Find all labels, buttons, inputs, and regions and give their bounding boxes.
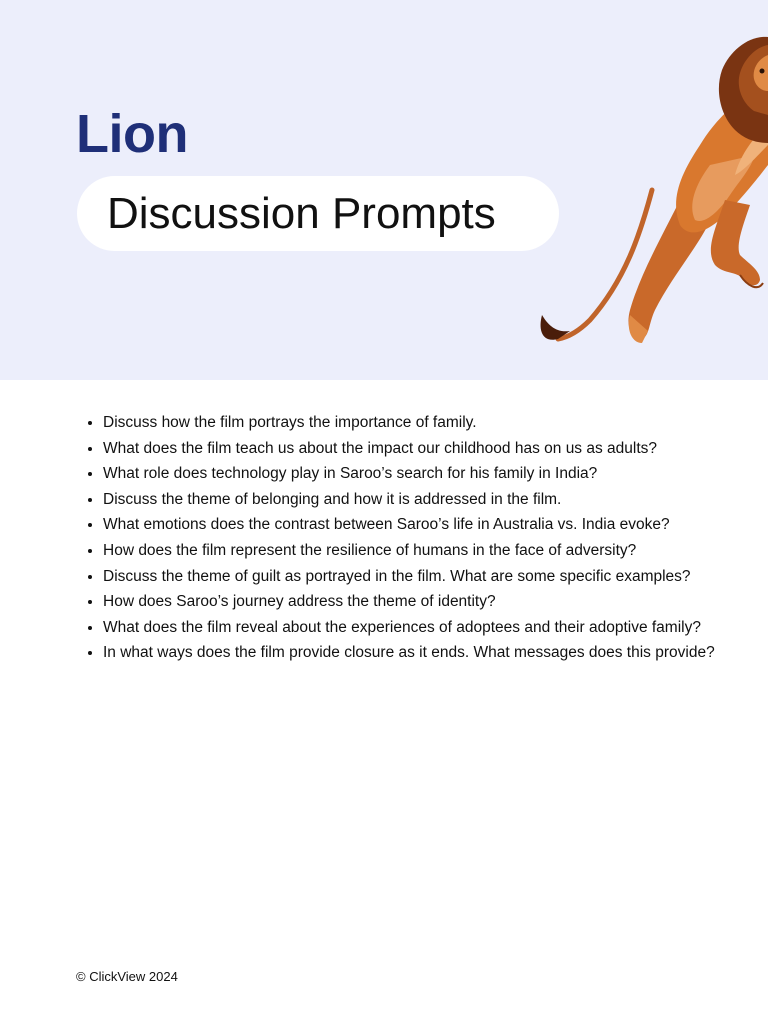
copyright-footer: © ClickView 2024	[76, 969, 178, 984]
list-item: • How does the film represent the resilience of humans in the face of adversity?	[103, 538, 733, 564]
subtitle-pill	[77, 176, 559, 251]
list-item: • Discuss the theme of belonging and how it is addressed in the film.	[103, 487, 733, 513]
list-item: • Discuss the theme of guilt as portrayed in the film. What are some specific examples?	[103, 564, 733, 590]
lion-illustration	[530, 25, 768, 355]
list-item: • What role does technology play in Saroo’s search for his family in India?	[103, 461, 733, 487]
list-item: • Discuss how the film portrays the importance of family.	[103, 410, 733, 436]
list-item: • What emotions does the contrast between Saroo’s life in Australia vs. India evoke?	[103, 512, 733, 538]
list-item: • In what ways does the film provide closure as it ends. What messages does this provide?	[103, 640, 733, 666]
prompt-list	[76, 410, 733, 666]
list-item: • What does the film reveal about the experiences of adoptees and their adoptive family?	[103, 615, 733, 641]
list-item: • How does Saroo’s journey address the theme of identity?	[103, 589, 733, 615]
page-title: Lion	[76, 104, 188, 164]
subtitle-text: Discussion Prompts	[107, 188, 496, 238]
list-item: • What does the film teach us about the impact our childhood has on us as adults?	[103, 436, 733, 462]
header-banner	[0, 0, 768, 380]
